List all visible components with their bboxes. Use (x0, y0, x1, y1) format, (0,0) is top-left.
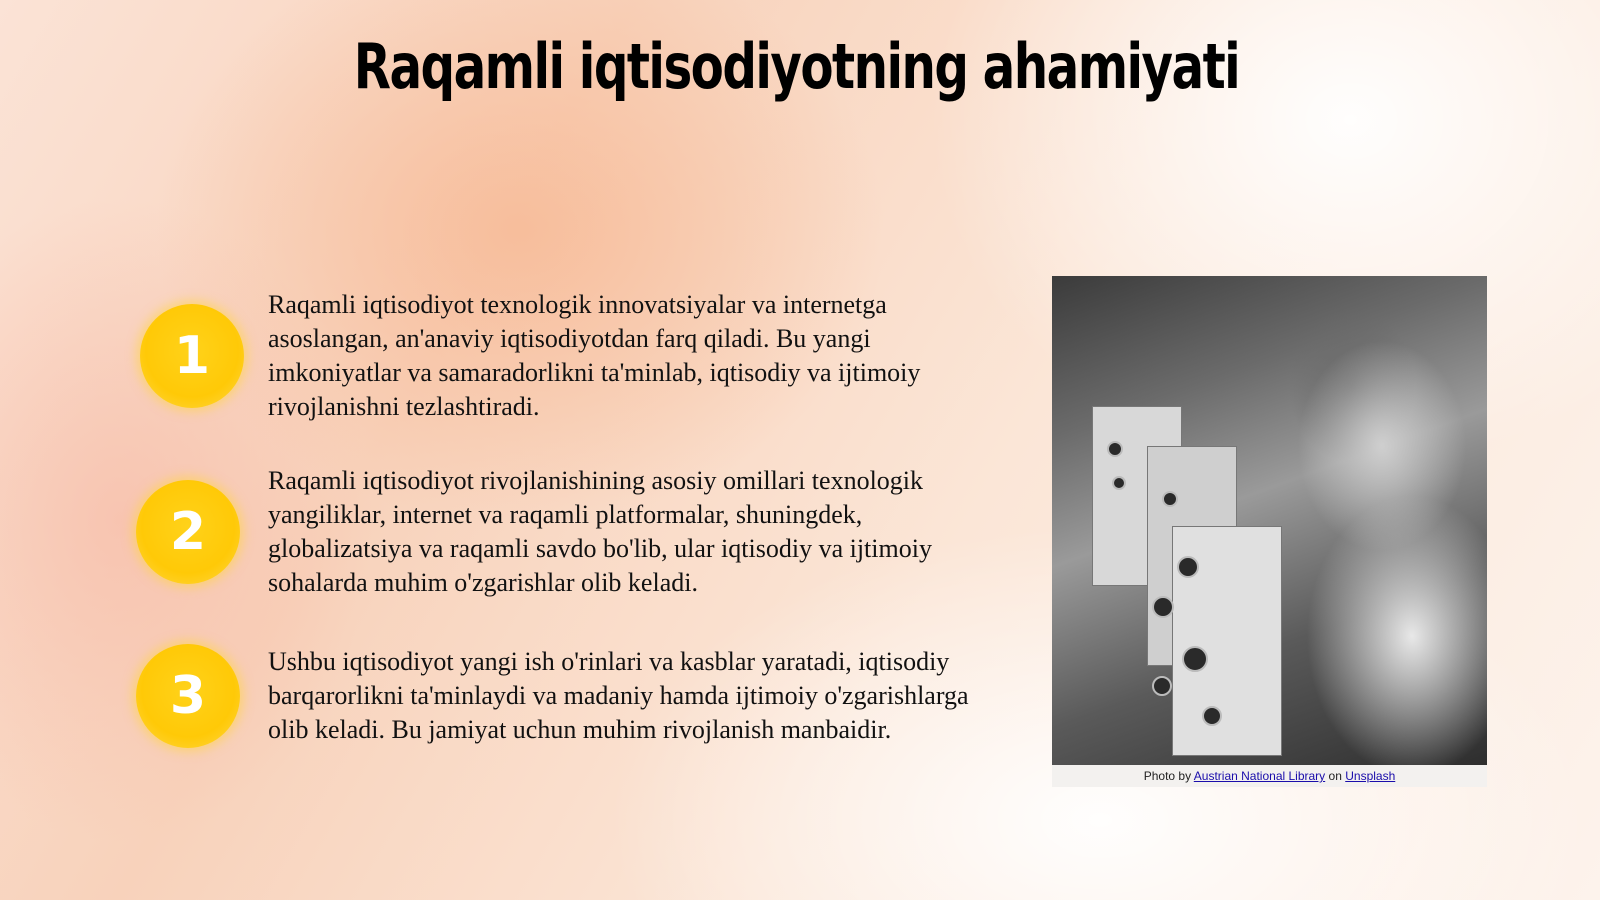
number-badge-1: 1 (140, 304, 244, 408)
slide-title: Raqamli iqtisodiyotning ahamiyati (353, 30, 1240, 103)
list-item (140, 644, 1020, 748)
item-text-1: Raqamli iqtisodiyot texnologik innovatsiyalar va internetga asoslangan, an'anaviy iqtisodiyotdan farq qiladi. Bu yangi imkoniyatlar va samaradorlikni ta'minlab, iqtisodiy va ijtimoiy rivojlanishni tezlashtiradi. (268, 290, 921, 421)
source-link[interactable]: Unsplash (1345, 769, 1396, 783)
list-item (140, 464, 1020, 600)
caption-middle: on (1328, 769, 1342, 783)
list-item (140, 288, 1020, 424)
number-badge-2: 2 (136, 480, 240, 584)
author-link[interactable]: Austrian National Library (1193, 769, 1326, 783)
item-text-2: Raqamli iqtisodiyot rivojlanishining asosiy omillari texnologik yangiliklar, internet va raqamli platformalar, shuningdek, globalizatsiya va raqamli savdo bo'lib, ular iqtisodiy va ijtimoiy sohalarda muhim o'zgarishlar olib keladi. (268, 466, 932, 597)
caption-prefix: Photo by (1143, 769, 1192, 783)
number-badge-3: 3 (136, 644, 240, 748)
item-text-3: Ushbu iqtisodiyot yangi ish o'rinlari va kasblar yaratadi, iqtisodiy barqarorlikni ta'minlaydi va madaniy hamda ijtimoiy o'zgarishlarga olib keladi. Bu jamiyat uchun muhim rivojlanish manbaidir. (268, 647, 969, 744)
factory-worker-photo (1052, 276, 1487, 765)
photo-figure (1052, 276, 1487, 787)
photo-caption (1052, 765, 1487, 787)
